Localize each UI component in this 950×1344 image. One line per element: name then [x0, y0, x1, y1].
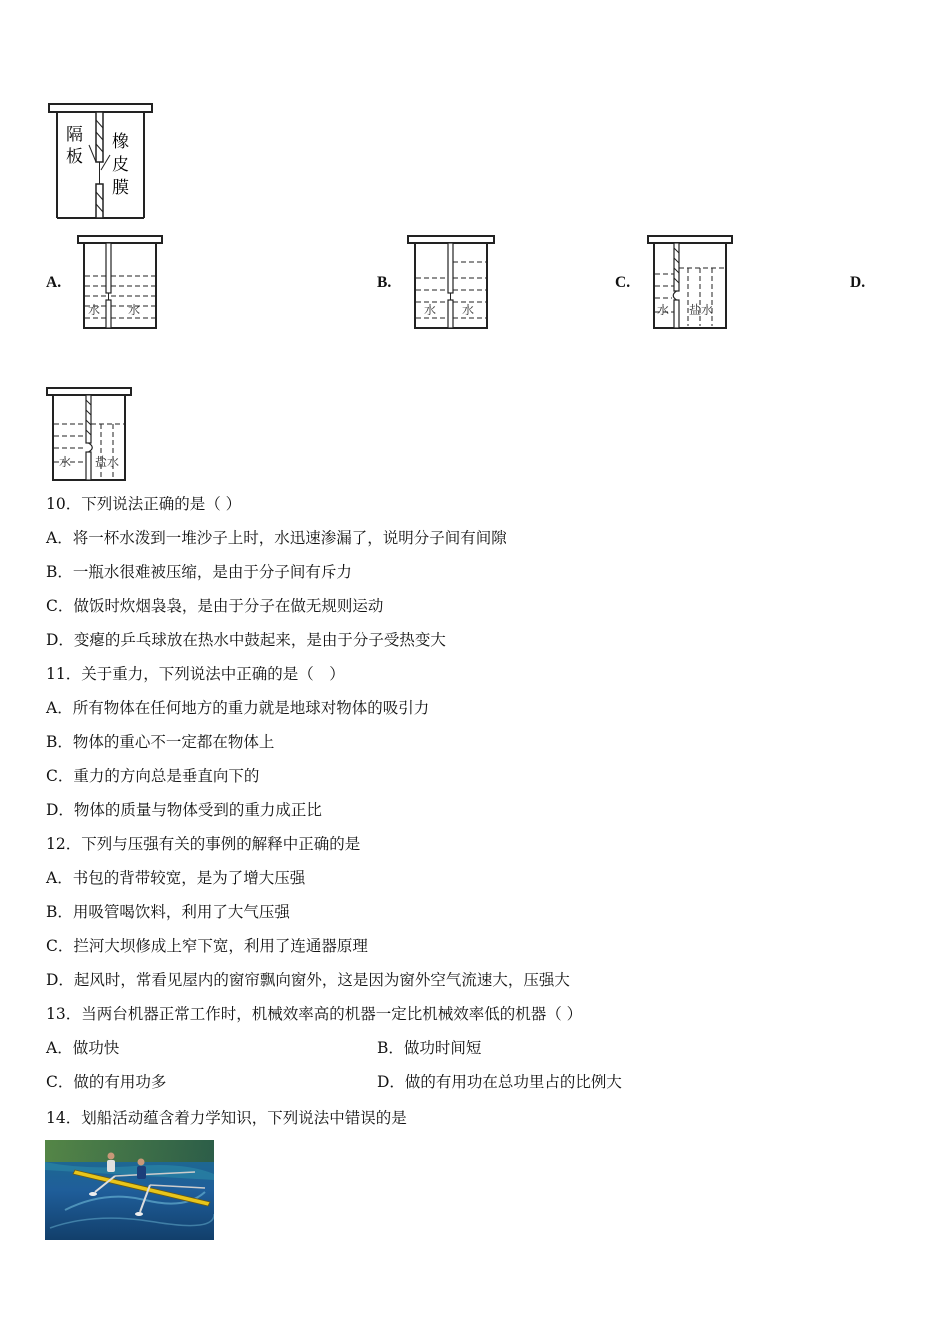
q11-option-b[interactable]: B．物体的重心不一定都在物体上: [46, 733, 275, 751]
option-a-figure[interactable]: [76, 234, 166, 332]
b-left-liquid-label: 水: [424, 303, 437, 317]
membrane-label-2: 皮: [112, 155, 129, 175]
q13-option-a[interactable]: A．做功快: [46, 1039, 120, 1057]
q12-option-c[interactable]: C．拦河大坝修成上窄下宽，利用了连通器原理: [46, 937, 368, 955]
membrane-label-1: 橡: [112, 132, 129, 152]
partition-label-1: 隔: [66, 125, 83, 145]
option-d-label[interactable]: D.: [850, 274, 866, 291]
option-c-label[interactable]: C.: [615, 274, 631, 291]
partition-container-figure: [44, 100, 159, 225]
q10-option-c[interactable]: C．做饭时炊烟袅袅，是由于分子在做无规则运动: [46, 597, 384, 615]
a-left-liquid-label: 水: [88, 303, 101, 317]
q11-option-a[interactable]: A．所有物体在任何地方的重力就是地球对物体的吸引力: [46, 699, 430, 717]
q10-option-d[interactable]: D．变瘪的乒乓球放在热水中鼓起来，是由于分子受热变大: [46, 631, 446, 649]
q14-stem: 14．划船活动蕴含着力学知识，下列说法中错误的是: [46, 1109, 407, 1127]
option-b-figure[interactable]: [406, 234, 498, 332]
option-c-figure[interactable]: [646, 234, 736, 332]
q13-option-d[interactable]: D．做的有用功在总功里占的比例大: [377, 1073, 622, 1091]
option-b-label[interactable]: B.: [377, 274, 392, 291]
q10-option-b[interactable]: B．一瓶水很难被压缩，是由于分子间有斥力: [46, 563, 352, 581]
d-left-liquid-label: 水: [59, 455, 72, 469]
q13-option-c[interactable]: C．做的有用功多: [46, 1073, 167, 1091]
option-a-label[interactable]: A.: [46, 274, 62, 291]
c-left-liquid-label: 水: [657, 303, 670, 317]
q12-option-a[interactable]: A．书包的背带较宽，是为了增大压强: [46, 869, 306, 887]
rowing-photo: [45, 1140, 214, 1240]
d-right-liquid-label: 盐水: [95, 455, 120, 469]
q10-stem: 10．下列说法正确的是（ ）: [46, 495, 242, 513]
q11-option-d[interactable]: D．物体的质量与物体受到的重力成正比: [46, 801, 322, 819]
q11-stem: 11．关于重力，下列说法中正确的是（ ）: [46, 665, 345, 683]
q12-stem: 12．下列与压强有关的事例的解释中正确的是: [46, 835, 361, 853]
partition-label-2: 板: [66, 147, 83, 167]
membrane-label-3: 膜: [112, 178, 129, 198]
b-right-liquid-label: 水: [462, 303, 475, 317]
q13-stem: 13．当两台机器正常工作时，机械效率高的机器一定比机械效率低的机器（ ）: [46, 1005, 583, 1023]
a-right-liquid-label: 水: [128, 303, 141, 317]
q11-option-c[interactable]: C．重力的方向总是垂直向下的: [46, 767, 260, 785]
q12-option-b[interactable]: B．用吸管喝饮料，利用了大气压强: [46, 903, 290, 921]
c-right-liquid-label: 盐水: [689, 303, 714, 317]
option-d-figure[interactable]: [45, 386, 135, 484]
q12-option-d[interactable]: D．起风时，常看见屋内的窗帘飘向窗外，这是因为窗外空气流速大，压强大: [46, 971, 570, 989]
q13-option-b[interactable]: B．做功时间短: [377, 1039, 482, 1057]
q10-option-a[interactable]: A．将一杯水泼到一堆沙子上时，水迅速渗漏了，说明分子间有间隙: [46, 529, 507, 547]
